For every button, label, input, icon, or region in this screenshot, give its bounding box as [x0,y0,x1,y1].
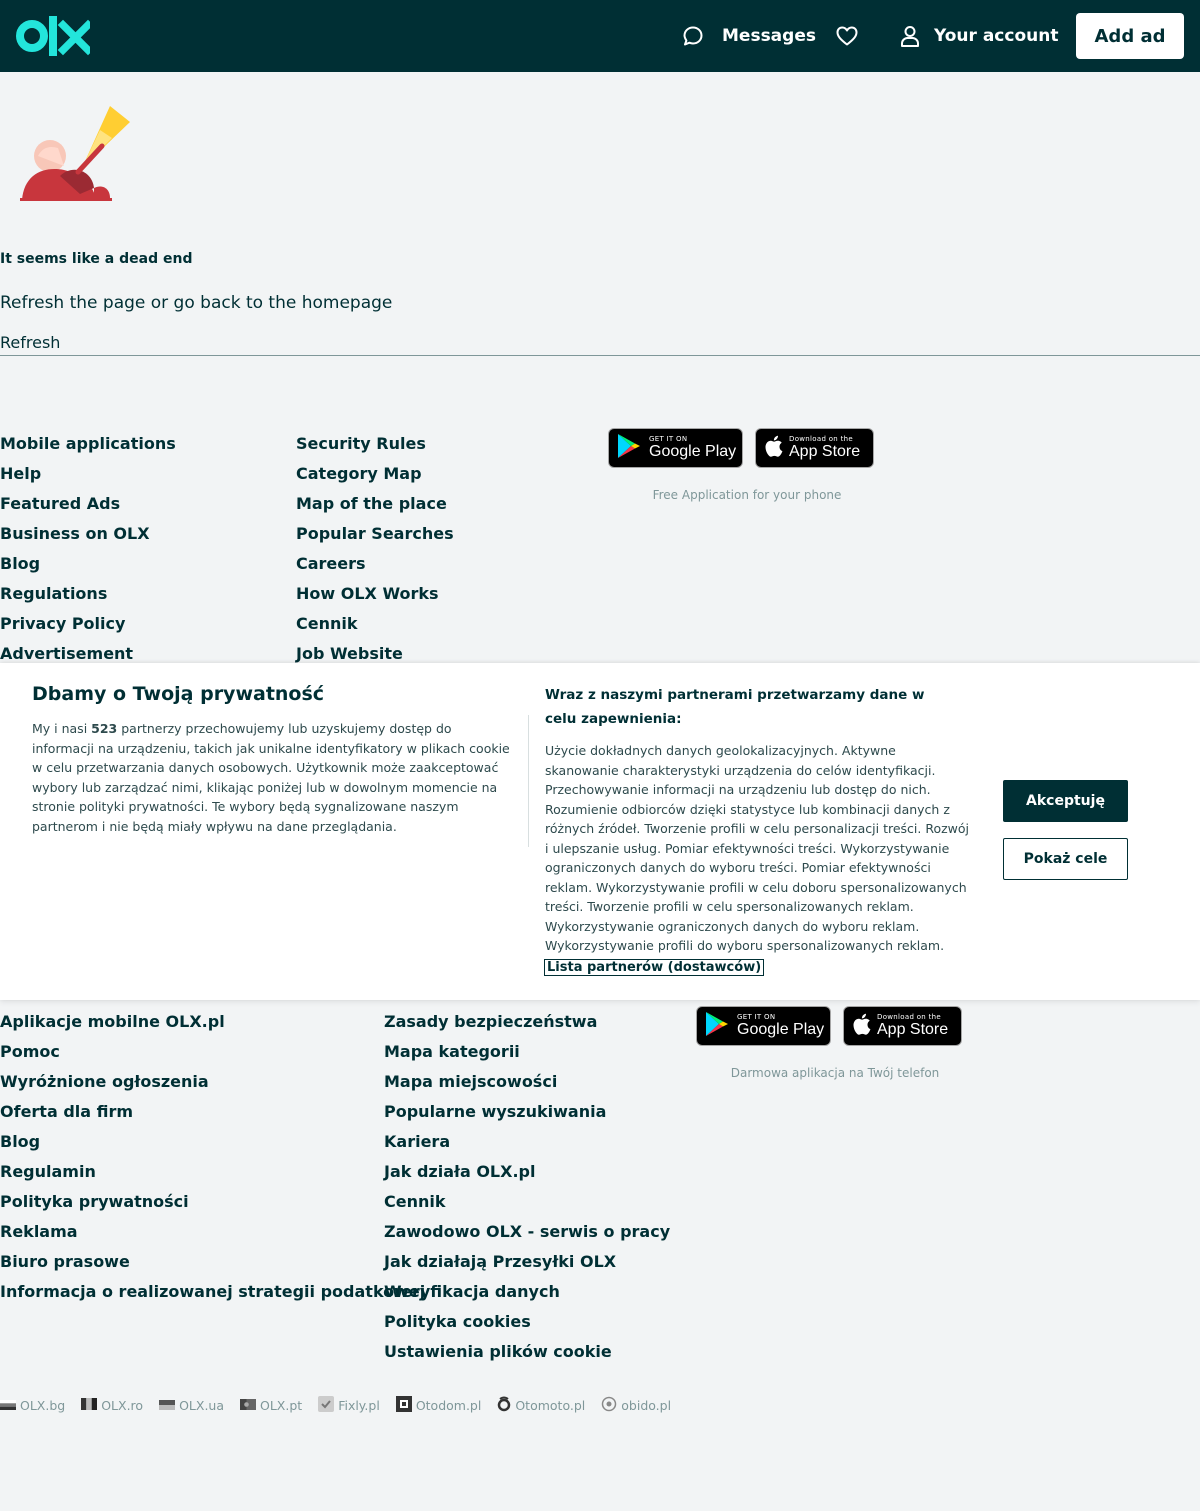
otomoto-icon [497,1396,511,1415]
flag-bg-icon [0,1398,16,1413]
app-store-badge[interactable] [755,428,874,468]
footer-link[interactable]: Pomoc [0,1042,60,1061]
footer-link[interactable]: Mapa kategorii [384,1042,520,1061]
favorites-button[interactable] [836,0,858,72]
partners-list-link[interactable]: Lista partnerów (dostawców) [544,959,764,976]
purposes-text: Użycie dokładnych danych geolokalizacyjnych. Aktywne skanowanie charakterystyki urządzenia do celów identyfikacji. Przechowywanie informacji na urządzeniu lub dostęp do nich. Rozumienie odbiorców dzięki statystyce lub kombinacji danych z różnych źródeł. Tworzenie profili w celu personalizacji treści. Rozwój i ulepszanie usług. Pomiar efektywności treści. Wykorzystywanie ograniczonych danych do wyboru treści. Pomiar efektywności reklam. Wykorzystywanie profili w celu doboru spersonalizowanych treści. Tworzenie profili w celu spersonalizowanych reklam. Wykorzystywanie ograniczonych danych do wyboru reklam. Wykorzystywanie profili do wyboru spersonalizowanych reklam. [545,743,970,953]
site-label: OLX.ua [179,1398,224,1413]
footer-link[interactable]: Privacy Policy [0,614,126,633]
footer-link[interactable]: Informacja o realizowanej strategii podatkowej [0,1282,426,1301]
footer-link[interactable]: Featured Ads [0,494,121,513]
consent-title [32,683,324,705]
site-olx-ro[interactable] [81,1398,143,1413]
footer-link[interactable]: Mobile applications [0,434,176,453]
site-label: Fixly.pl [338,1398,380,1413]
free-app-text: Free Application for your phone [652,488,842,502]
footer-link[interactable]: Regulamin [0,1162,96,1181]
footer-link[interactable]: Zasady bezpieczeństwa [384,1012,598,1031]
accept-button[interactable]: Akceptuję [1003,780,1128,822]
user-icon [900,25,920,47]
footer-link[interactable]: Category Map [296,464,422,483]
account-link[interactable] [900,0,1058,72]
footer-link[interactable]: Zawodowo OLX - serwis o pracy [384,1222,671,1241]
app-store-small: Download on the [789,435,853,443]
flag-pt-icon [240,1398,256,1413]
footer-link[interactable]: Careers [296,554,366,573]
footer-link[interactable]: Help [0,464,42,483]
footer-link[interactable]: How OLX Works [296,584,439,603]
apple-icon [765,435,783,461]
footer-link[interactable]: Mapa miejscowości [384,1072,558,1091]
consent-intro-start: My i nasi [32,721,92,736]
olx-logo[interactable] [16,14,90,58]
footer-link[interactable]: Aplikacje mobilne OLX.pl [0,1012,225,1031]
footer-link[interactable]: Blog [0,1132,41,1151]
site-label: Otodom.pl [415,1398,482,1413]
flag-ua-icon [159,1398,175,1413]
free-app-text: Darmowa aplikacja na Twój telefon [730,1066,940,1080]
footer-link[interactable]: Reklama [0,1222,78,1241]
footer-link[interactable]: Cennik [384,1192,446,1211]
purposes-heading: Wraz z naszymi partnerami przetwarzamy dane w celu zapewnienia: [545,687,925,727]
footer-link[interactable]: Kariera [384,1132,451,1151]
footer-link[interactable]: Regulations [0,584,108,603]
dead-end-subtitle: Refresh the page or go back to the homepage [0,293,393,313]
site-otodom[interactable] [396,1396,482,1415]
footer-pl-col1 [0,1012,425,1312]
app-store-big: App Store [789,443,861,460]
site-label: Otomoto.pl [515,1398,586,1413]
refresh-link[interactable]: Refresh [0,333,61,352]
sister-sites [0,1396,687,1415]
google-play-big: Google Play [737,1021,825,1038]
site-olx-bg[interactable] [0,1398,65,1413]
footer-en-col2 [296,434,454,674]
footer-link[interactable]: Job Website [296,644,403,663]
app-store-big: App Store [877,1021,949,1038]
app-store-badge[interactable] [843,1006,962,1046]
chat-bubble-icon [682,25,704,47]
footer-link[interactable]: Advertisement [0,644,134,663]
google-play-small: GET IT ON [737,1013,776,1021]
top-header [0,0,1200,72]
footer-link[interactable]: Oferta dla firm [0,1102,134,1121]
site-obido[interactable] [601,1396,671,1415]
footer-link[interactable]: Wyróżnione ogłoszenia [0,1072,209,1091]
flag-ro-icon [81,1398,97,1413]
site-label: OLX.ro [101,1398,144,1413]
consent-intro-end: partnerzy przechowujemy lub uzyskujemy dostęp do informacji na urządzeniu, takich jak unikalne identyfikatory w plikach cookie w celu przetwarzania danych osobowych. Użytkownik może zaakceptować wybory lub zarządzać nimi, klikając poniżej lub w dowolnym momencie na stronie polityki prywatności. Te wybory będą sygnalizowane naszym partnerom i nie będą miały wpływu na dane przeglądania. [32,721,510,834]
apple-icon [853,1013,871,1039]
footer-link[interactable]: Jak działają Przesyłki OLX [384,1252,617,1271]
footer-en-col1 [0,434,176,674]
footer-link[interactable]: Popular Searches [296,524,454,543]
site-otomoto[interactable] [497,1396,585,1415]
site-olx-pt[interactable] [240,1398,302,1413]
add-ad-button[interactable]: Add ad [1076,13,1184,59]
google-play-big: Google Play [649,443,737,460]
messages-link[interactable] [682,0,816,72]
footer-link[interactable]: Biuro prasowe [0,1252,130,1271]
obido-icon [601,1396,617,1415]
site-label: obido.pl [621,1398,672,1413]
footer-link[interactable]: Map of the place [296,494,447,513]
fixly-icon [318,1396,334,1415]
partner-count: 523 [91,721,118,736]
divider [0,355,1200,356]
consent-divider [528,715,529,847]
footer-link[interactable]: Popularne wyszukiwania [384,1102,607,1121]
dead-end-title: It seems like a dead end [0,251,193,267]
footer-link[interactable]: Cennik [296,614,358,633]
site-olx-ua[interactable] [159,1398,224,1413]
site-fixly[interactable] [318,1396,380,1415]
google-play-small: GET IT ON [649,435,688,443]
footer-link[interactable]: Jak działa OLX.pl [384,1162,536,1181]
otodom-icon [396,1396,412,1415]
footer-pl-col2 [384,1012,670,1372]
app-store-small: Download on the [877,1013,941,1021]
google-play-icon [617,433,641,463]
google-play-badge[interactable] [608,428,743,468]
google-play-badge[interactable] [696,1006,831,1046]
cookie-consent-banner [0,663,1200,1000]
account-label: Your account [934,26,1059,46]
google-play-icon [705,1011,729,1041]
footer-link[interactable]: Ustawienia plików cookie [384,1342,612,1361]
heart-icon [836,26,858,46]
footer-link[interactable]: Blog [0,554,41,573]
footer-link[interactable]: Weryfikacja danych [384,1282,560,1301]
footer-link[interactable]: Polityka prywatności [0,1192,189,1211]
footer-link[interactable]: Business on OLX [0,524,150,543]
dead-end-illustration [20,104,132,202]
site-label: OLX.pt [260,1398,303,1413]
site-label: OLX.bg [20,1398,66,1413]
messages-label: Messages [722,26,816,46]
consent-title-text: Dbamy o Twoją prywatność [32,683,325,705]
footer-link[interactable]: Polityka cookies [384,1312,531,1331]
footer-link[interactable]: Security Rules [296,434,426,453]
show-goals-button[interactable]: Pokaż cele [1003,838,1128,880]
consent-intro [32,719,514,836]
